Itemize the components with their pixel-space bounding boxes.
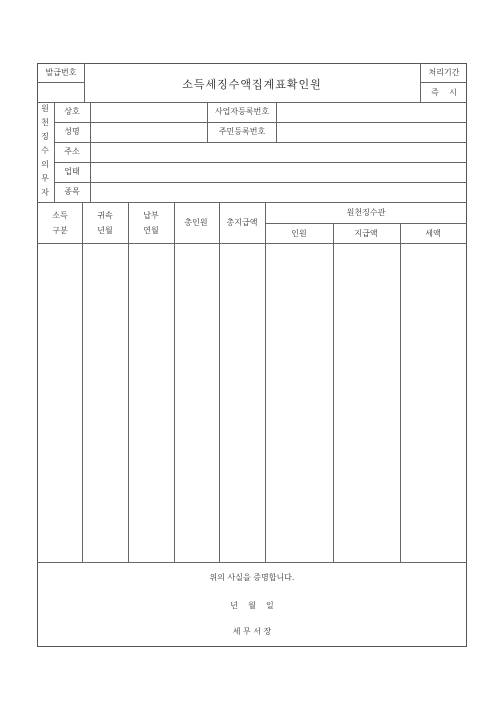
form-title: 소득세징수액집계표확인원 bbox=[182, 78, 322, 91]
side-char-4: 수 bbox=[41, 146, 49, 155]
total-persons-header: 총인원 bbox=[184, 218, 208, 227]
side-char-3: 징 bbox=[41, 132, 49, 141]
issue-date: 년 월 일 bbox=[230, 601, 274, 610]
table-body[interactable] bbox=[38, 244, 466, 561]
income-type-header-2: 구분 bbox=[52, 226, 68, 235]
group-header-divider bbox=[265, 223, 467, 224]
side-char-2: 천 bbox=[41, 118, 49, 127]
address-label: 주소 bbox=[64, 147, 80, 156]
company-label: 상호 bbox=[64, 107, 80, 116]
issue-number-field[interactable] bbox=[38, 83, 84, 101]
payment-header-1: 납부 bbox=[143, 211, 159, 220]
mid-divider-left bbox=[207, 102, 208, 142]
name-field[interactable] bbox=[91, 123, 206, 141]
certify-text: 위의 사실을 증명합니다. bbox=[209, 573, 295, 582]
biz-no-field[interactable] bbox=[277, 103, 466, 121]
biz-no-label: 사업자등록번호 bbox=[214, 107, 270, 116]
withholding-group-header: 원천징수관 bbox=[346, 208, 386, 217]
resident-no-field[interactable] bbox=[277, 123, 466, 141]
address-field[interactable] bbox=[91, 143, 466, 161]
processing-period-value: 즉 시 bbox=[431, 88, 457, 97]
payment-header-2: 연월 bbox=[143, 226, 159, 235]
withholder-bottom-line bbox=[37, 202, 467, 203]
side-label-divider bbox=[54, 102, 55, 202]
business-type-label: 업태 bbox=[64, 167, 80, 176]
amount-header: 지급액 bbox=[354, 229, 378, 238]
side-char-6: 무 bbox=[41, 174, 49, 183]
table-bottom-line bbox=[37, 562, 467, 563]
total-paid-header: 총지급액 bbox=[226, 218, 258, 227]
persons-header: 인원 bbox=[291, 229, 307, 238]
attribution-header-1: 귀속 bbox=[97, 211, 113, 220]
side-char-7: 자 bbox=[41, 188, 49, 197]
name-label: 성명 bbox=[64, 127, 80, 136]
attribution-header-2: 년월 bbox=[97, 226, 113, 235]
item-label: 종목 bbox=[64, 187, 80, 196]
issue-number-label: 발급번호 bbox=[45, 68, 77, 77]
header-left-divider bbox=[84, 63, 85, 102]
header-right-divider bbox=[420, 63, 421, 102]
business-type-field[interactable] bbox=[91, 163, 466, 181]
tax-header: 세액 bbox=[425, 229, 441, 238]
side-char-1: 원 bbox=[41, 104, 49, 113]
processing-label-divider bbox=[420, 82, 467, 83]
resident-no-label: 주민등록번호 bbox=[218, 127, 266, 136]
side-char-5: 의 bbox=[41, 160, 49, 169]
company-field[interactable] bbox=[91, 103, 206, 121]
income-type-header-1: 소득 bbox=[52, 211, 68, 220]
processing-period-label: 처리기간 bbox=[428, 68, 460, 77]
tax-office-chief: 세 무 서 장 bbox=[232, 627, 272, 636]
item-field[interactable] bbox=[91, 183, 466, 201]
